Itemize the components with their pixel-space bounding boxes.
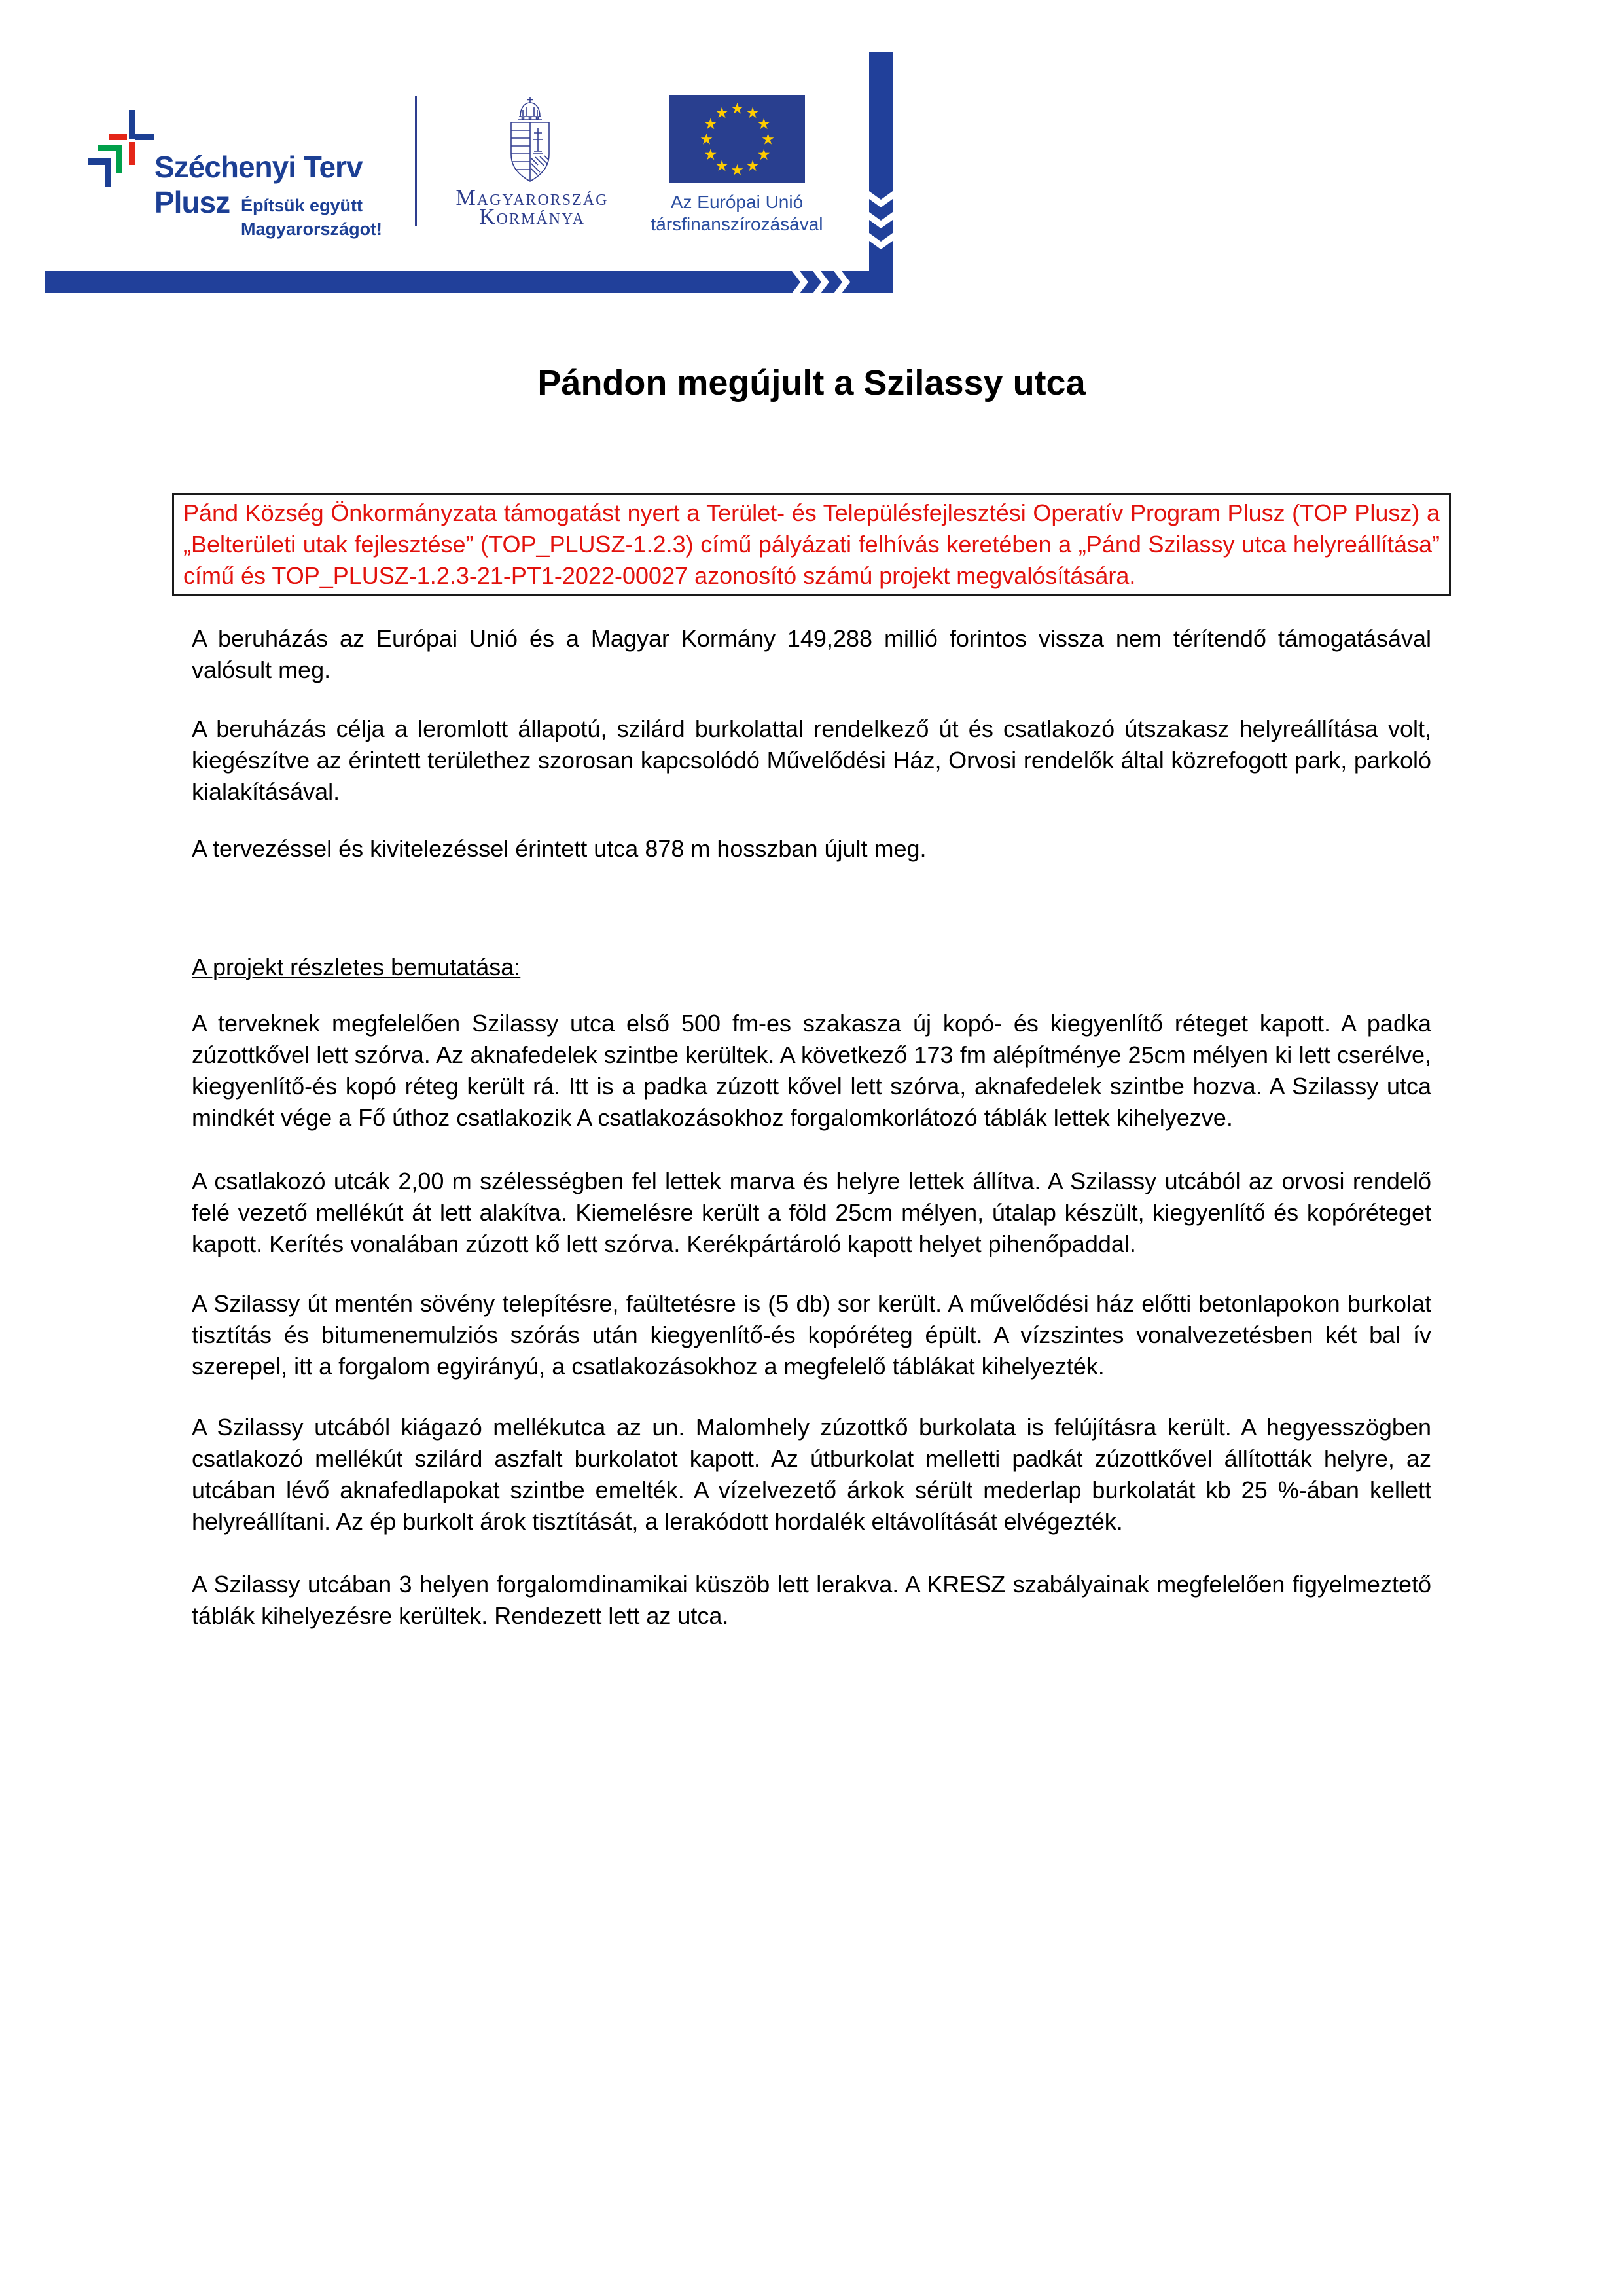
svg-text:★: ★ bbox=[745, 158, 760, 175]
szechenyi-tagline-line2: Magyarországot! bbox=[241, 219, 383, 239]
paragraph-detail-3: A Szilassy út mentén sövény telepítésre, faültetésre is (5 db) sor került. A művelődési ház előtti betonlapokon burkolat tisztítás és bitumenemulziós szórás után kiegyenlítő-és kopóréteg épült. A vízszintes vonalvezetésben két bal ív szerepel, itt a forgalom egyirányú, a csatlakozásokhoz a megfelelő táblákat kihelyezték. bbox=[192, 1290, 1431, 1380]
svg-text:★: ★ bbox=[730, 100, 744, 118]
szechenyi-title-line1: Széchenyi Terv bbox=[154, 150, 363, 184]
eu-caption-line2: társfinanszírozásával bbox=[651, 214, 823, 234]
government-line1: Magyarország bbox=[455, 186, 609, 210]
government-line2: Kormánya bbox=[479, 205, 585, 229]
svg-text:★: ★ bbox=[757, 116, 771, 133]
section-heading: A projekt részletes bemutatása: bbox=[192, 954, 521, 980]
szechenyi-logo-tagline bbox=[241, 194, 382, 241]
document-body bbox=[183, 362, 1440, 1632]
svg-text:★: ★ bbox=[715, 158, 729, 175]
eu-cofinancing-caption bbox=[632, 191, 842, 236]
svg-text:★: ★ bbox=[730, 162, 744, 179]
szechenyi-tagline-line1: Építsük együtt bbox=[241, 196, 363, 215]
logo-divider bbox=[415, 96, 417, 226]
paragraph-goal: A beruházás célja a leromlott állapotú, szilárd burkolattal rendelkező út és csatlakozó útszakasz helyreállítása volt, kiegészítve az érintett területhez szorosan kapcsolódó Művelődési Ház, Orvosi rendelők által közrefogott park, parkoló kialakításával. bbox=[192, 715, 1431, 805]
hungarian-coat-of-arms-icon bbox=[505, 96, 555, 186]
szechenyi-title-line2: Plusz bbox=[154, 185, 230, 219]
svg-text:★: ★ bbox=[700, 131, 713, 149]
paragraph-detail-4: A Szilassy utcából kiágazó mellékutca az un. Malomhely zúzottkő burkolata is felújításra került. A hegyesszögben csatlakozó mellékút szilárd aszfalt burkolatot kapott. Az útburkolat melletti padkát zúzottkővel állították helyre, az utcában lévő aknafedlapokat szintbe emelték. A vízelvezető árkok sérült mederlap burkolatát kb 25 %-ában kellett helyreállítani. Az ép burkolt árok tisztítását, a lerakódott hordalék eltávolítását elvégezték. bbox=[192, 1414, 1431, 1535]
side-bar bbox=[869, 52, 893, 293]
paragraph-detail-1: A terveknek megfelelően Szilassy utca első 500 fm-es szakasza új kopó- és kiegyenlítő réteget kapott. A padka zúzottkővel lett szórva. Az aknafedelek szintbe kerültek. A következő 173 fm alépítménye 25cm mélyen ki lett cserélve, kiegyenlítő-és kopó réteg került rá. Itt is a padka zúzott kővel lett szórva, aknafedelek szintbe hozva. A Szilassy utca mindkét vége a Fő úthoz csatlakozik A csatlakozásokhoz forgalomkorlátozó táblák lettek kihelyezve. bbox=[192, 1010, 1431, 1131]
paragraph-funding: A beruházás az Európai Unió és a Magyar Kormány 149,288 millió forintos vissza nem térítendő támogatásával valósult meg. bbox=[192, 625, 1431, 683]
svg-text:★: ★ bbox=[745, 104, 760, 122]
bottom-bar bbox=[45, 271, 893, 293]
svg-text:★: ★ bbox=[757, 147, 771, 164]
page-title: Pándon megújult a Szilassy utca bbox=[537, 363, 1086, 403]
paragraph-length: A tervezéssel és kivitelezéssel érintett utca 878 m hosszban újult meg. bbox=[192, 835, 927, 862]
eu-caption-line1: Az Európai Unió bbox=[670, 192, 804, 212]
project-highlight-box: Pánd Község Önkormányzata támogatást nyert a Terület- és Településfejlesztési Operatív Program Plusz (TOP Plusz) a „Belterületi utak fejlesztése” (TOP_PLUSZ-1.2.3) című pályázati felhívás keretében a „Pánd Szilassy utca helyreállítása” című és TOP_PLUSZ-1.2.3-21-PT1-2022-00027 azonosító számú projekt megvalósítására. bbox=[172, 493, 1451, 596]
svg-text:★: ★ bbox=[704, 116, 718, 133]
svg-text:★: ★ bbox=[704, 147, 718, 164]
paragraph-detail-5: A Szilassy utcában 3 helyen forgalomdinamikai küszöb lett lerakva. A KRESZ szabályainak megfelelően figyelmeztető táblák kihelyezésre kerültek. Rendezett lett az utca. bbox=[192, 1571, 1431, 1629]
funding-logos-header bbox=[0, 0, 1623, 301]
szechenyi-plusz-logo-icon bbox=[88, 108, 154, 187]
svg-text:★: ★ bbox=[715, 104, 729, 122]
government-wordmark bbox=[450, 186, 614, 229]
paragraph-detail-2: A csatlakozó utcák 2,00 m szélességben fel lettek marva és helyre lettek állítva. A Szilassy utcából az orvosi rendelő felé vezető mellékút át lett alakítva. Kiemelésre került a föld 25cm mélyen, útalap készült, kiegyenlítő és kopóréteget kapott. Kerítés vonalában zúzott kő lett szórva. Kerékpártároló kapott helyet pihenőpaddal. bbox=[192, 1168, 1431, 1257]
svg-text:★: ★ bbox=[761, 131, 775, 149]
eu-flag-icon bbox=[669, 95, 805, 183]
